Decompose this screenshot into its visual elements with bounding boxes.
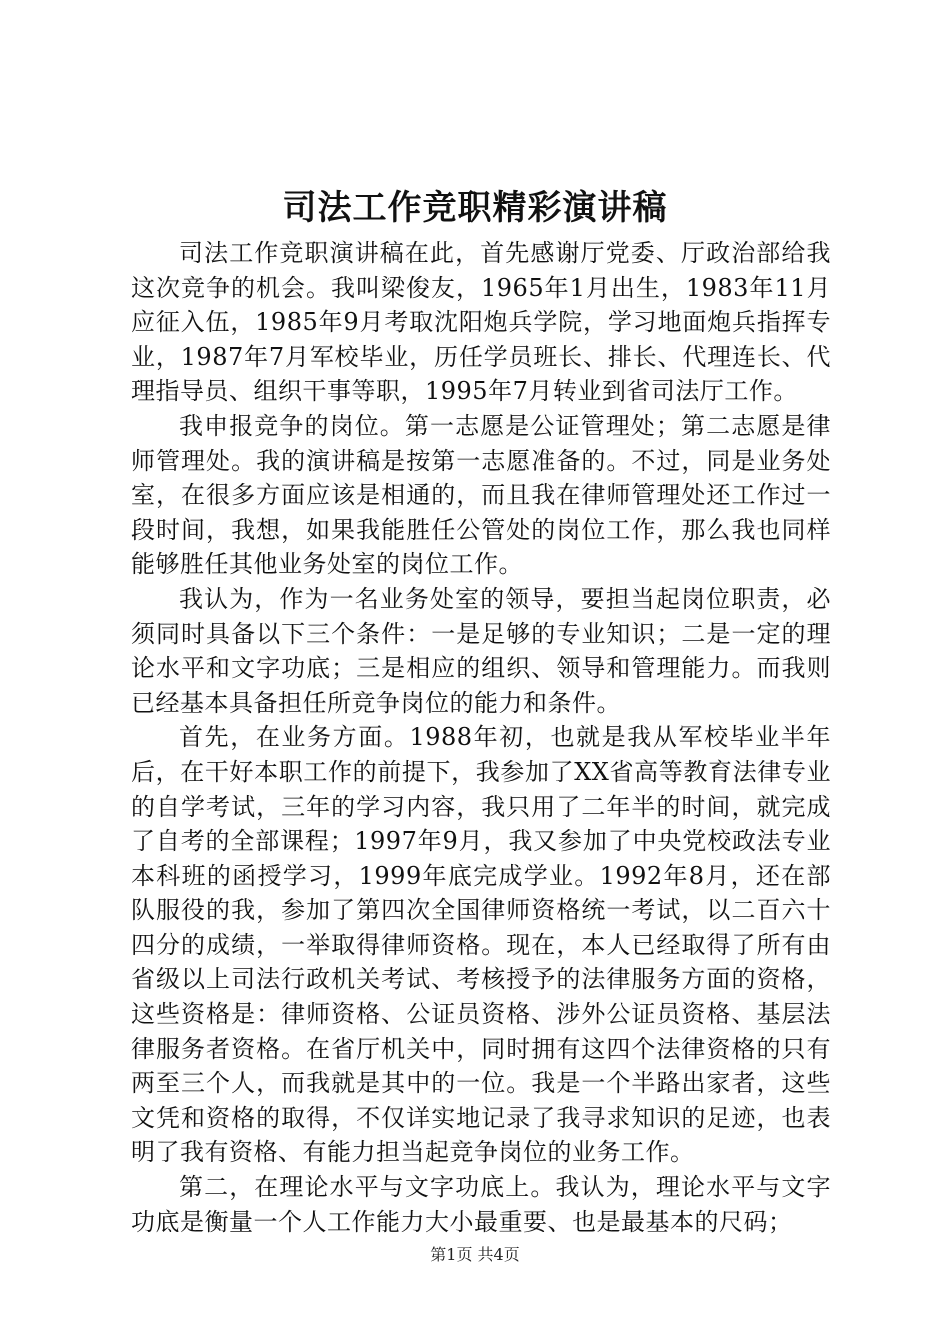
paragraph-conditions: 我认为，作为一名业务处室的领导，要担当起岗位职责，必须同时具备以下三个条件：一是足够的专业知识；二是一定的理论水平和文字功底；三是相应的组织、领导和管理能力。而我则已经基本具备担任所竞争岗位的能力和条件。 [131,584,831,717]
paragraph-business: 首先，在业务方面。1988年初，也就是我从军校毕业半年后，在干好本职工作的前提下，我参加了XX省高等教育法律专业的自学考试，三年的学习内容，我只用了二年半的时间，就完成了自考的全部课程；1997年9月，我又参加了中央党校政法专业本科班的函授学习，1999年底完成学业。1992年8月，还在部队服役的我，参加了第四次全国律师资格统一考试，以二百六十四分的成绩，一举取得律师资格。现在，本人已经取得了所有由省级以上司法行政机关考试、考核授予的法律服务方面的资格，这些资格是：律师资格、公证员资格、涉外公证员资格、基层法律服务者资格。在省厅机关中，同时拥有这四个法律资格的只有两至三个人，而我就是其中的一位。我是一个半路出家者，这些文凭和资格的取得，不仅详实地记录了我寻求知识的足迹，也表明了我有资格、有能力担当起竞争岗位的业务工作。 [131,723,831,1167]
paragraph-position: 我申报竞争的岗位。第一志愿是公证管理处；第二志愿是律师管理处。我的演讲稿是按第一志愿准备的。不过，同是业务处室，在很多方面应该是相通的，而且我在律师管理处还工作过一段时间，我想，如果我能胜任公管处的岗位工作，那么我也同样能够胜任其他业务处室的岗位工作。 [131,411,831,579]
document-body [131,236,831,1239]
page-footer: 第1页 共4页 [430,1245,520,1264]
paragraph-theory: 第二，在理论水平与文字功底上。我认为，理论水平与文字功底是衡量一个人工作能力大小最重要、也是最基本的尺码； [131,1173,831,1236]
paragraph-intro: 司法工作竞职演讲稿在此，首先感谢厅党委、厅政治部给我这次竞争的机会。我叫梁俊友，1965年1月出生，1983年11月应征入伍，1985年9月考取沈阳炮兵学院，学习地面炮兵指挥专业，1987年7月军校毕业，历任学员班长、排长、代理连长、代理指导员、组织干事等职，1995年7月转业到省司法厅工作。 [131,239,831,406]
document-title: 司法工作竞职精彩演讲稿 [282,188,668,228]
